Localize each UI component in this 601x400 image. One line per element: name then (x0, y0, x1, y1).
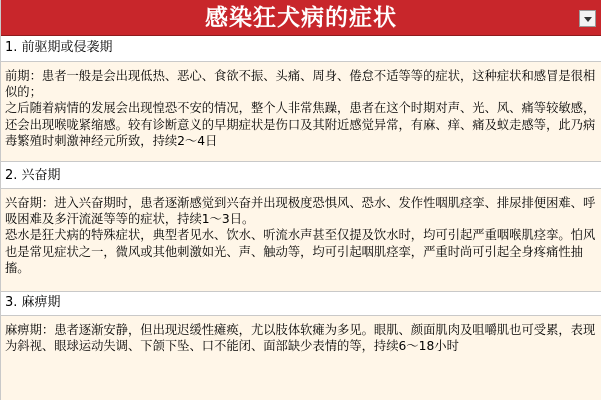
section-heading-1 (1, 36, 601, 62)
section-body-2 (1, 189, 601, 292)
section-heading-text: 1. 前驱期或侵袭期 (5, 40, 113, 55)
paragraph: 恐水是狂犬病的特殊症状，典型者见水、饮水、听流水声甚至仅提及饮水时，均可引起严重咽喉肌痉挛。怕风也是常见症状之一，微风或其他刺激如光、声、触动等，均可引起咽肌痉挛，严重时尚可引起全身疼痛性抽搐。 (5, 228, 596, 275)
page-title: 感染狂犬病的症状 (205, 4, 397, 31)
section-heading-3 (1, 292, 601, 316)
section-heading-2 (1, 162, 601, 189)
dropdown-button[interactable] (579, 10, 596, 27)
paragraph: 麻痹期：患者逐渐安静，但出现迟缓性瘫痪，尤以肢体软瘫为多见。眼肌、颜面肌肉及咀嚼肌也可受累，表现为斜视、眼球运动失调、下颌下坠、口不能闭、面部缺少表情的等，持续6～18小时 (5, 323, 596, 354)
paragraph: 之后随着病情的发展会出现惶恐不安的情况，整个人非常焦躁，患者在这个时期对声、光、风、痛等较敏感，还会出现喉咙紧缩感。较有诊断意义的早期症状是伤口及其附近感觉异常，有麻、痒、痛及蚁走感等，此乃病毒繁殖时刺激神经元所致，持续2～4日 (5, 101, 596, 148)
title-bar (1, 0, 601, 36)
section-heading-text: 2. 兴奋期 (5, 168, 61, 183)
chevron-down-icon (584, 17, 592, 22)
paragraph: 兴奋期：进入兴奋期时，患者逐渐感觉到兴奋并出现极度恐惧风、恐水、发作性咽肌痉挛、排尿排便困难、呼吸困难及多汗流涎等等的症状，持续1～3日。 (5, 196, 596, 227)
section-heading-text: 3. 麻痹期 (5, 295, 61, 310)
section-body-1 (1, 62, 601, 162)
paragraph: 前期：患者一般是会出现低热、恶心、食欲不振、头痛、周身、倦怠不适等等的症状，这种症状和感冒是很相似的； (5, 69, 596, 100)
section-body-3 (1, 316, 601, 400)
